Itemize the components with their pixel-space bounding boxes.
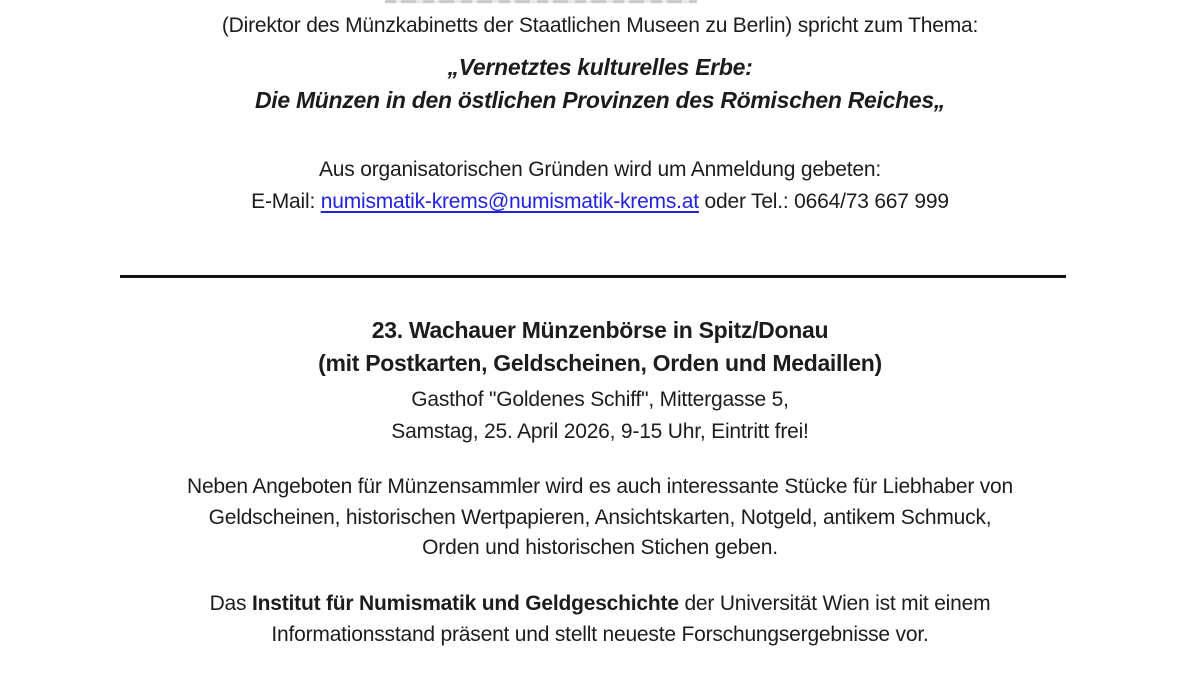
cropped-text-top-remnant — [385, 0, 697, 3]
institute-prefix: Das — [209, 592, 252, 615]
fair-description-line-1: Neben Angeboten für Münzensammler wird es auch interessante Stücke für Liebhaber von — [186, 475, 1014, 498]
fair-title-line-1: 23. Wachauer Münzenbörse in Spitz/Donau — [371, 317, 829, 343]
section-divider-rule — [120, 275, 1066, 278]
fair-title-line-2: (mit Postkarten, Geldscheinen, Orden und Medaillen) — [318, 350, 882, 376]
institute-name: Institut für Numismatik und Geldgeschichte — [251, 592, 679, 615]
fair-date-line: Samstag, 25. April 2026, 9-15 Uhr, Eintritt frei! — [391, 420, 809, 443]
email-label: E-Mail: — [251, 190, 321, 213]
institute-line-1 — [0, 590, 1200, 618]
lecture-topic-line-1: „Vernetztes kulturelles Erbe: — [447, 54, 753, 80]
speaker-description-line: (Direktor des Münzkabinetts der Staatlichen Museen zu Berlin) spricht zum Thema: — [221, 14, 979, 37]
fair-description-line-2: Geldscheinen, historischen Wertpapieren, Ansichtskarten, Notgeld, antikem Schmuck, — [208, 506, 992, 529]
registration-note: Aus organisatorischen Gründen wird um Anmeldung gebeten: — [319, 158, 881, 181]
fair-venue-line: Gasthof "Goldenes Schiff", Mittergasse 5, — [411, 388, 789, 411]
email-link[interactable]: numismatik-krems@numismatik-krems.at — [320, 190, 699, 213]
lecture-topic-line-2: Die Münzen in den östlichen Provinzen des Römischen Reiches„ — [254, 87, 946, 113]
institute-suffix: der Universität Wien ist mit einem — [678, 592, 991, 615]
institute-line-2: Informationsstand präsent und stellt neueste Forschungsergebnisse vor. — [271, 623, 929, 646]
fair-description-line-3: Orden und historischen Stichen geben. — [422, 536, 778, 559]
phone-text: oder Tel.: 0664/73 667 999 — [698, 190, 949, 213]
contact-line — [0, 188, 1200, 216]
